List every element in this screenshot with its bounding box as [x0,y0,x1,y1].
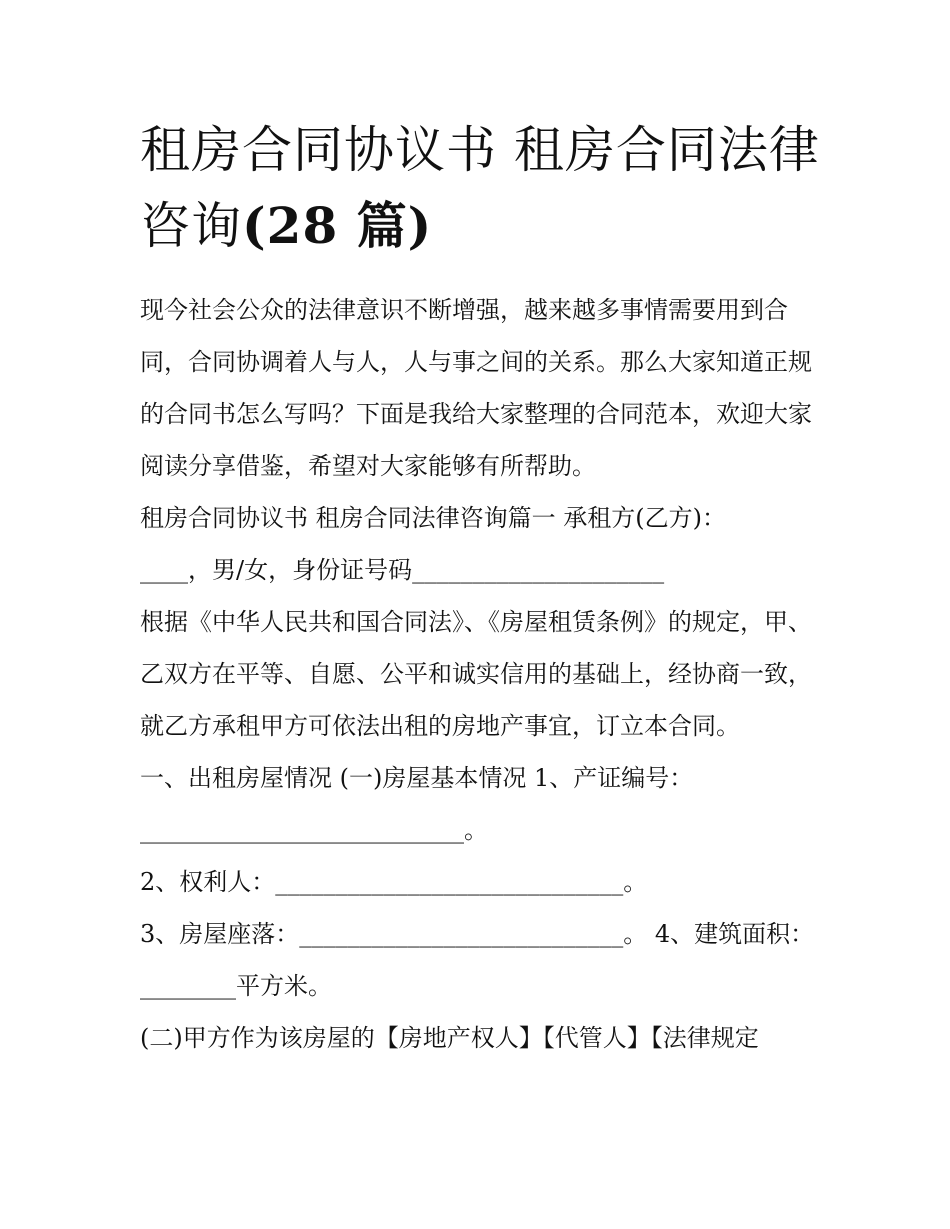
title-line-2-prefix: 咨询 [140,197,242,255]
title-line-1: 租房合同协议书 租房合同法律 [140,121,820,179]
title-line-2-count: (28 篇) [242,196,433,255]
intro-paragraph: 现今社会公众的法律意识不断增强，越来越多事情需要用到合同，合同协调着人与人，人与事之间的关系。那么大家知道正规的合同书怎么写吗？下面是我给大家整理的合同范本，欢迎大家阅读分享借鉴，希望对大家能够有所帮助。 [140,296,812,480]
location-area-line: 3、房屋座落：___________________________。 4、建筑面积：________平方米。 [140,920,815,1000]
certificate-number-blank: ___________________________。 [140,816,488,844]
document-title [140,112,820,264]
owner-line: 2、权利人：_____________________________。 [140,868,648,896]
lessee-id-line: ____，男/女，身份证号码_____________________ [140,556,665,584]
section-heading-lessee: 租房合同协议书 租房合同法律咨询篇一 承租方(乙方)： [140,504,726,532]
document-page [140,112,820,1064]
legal-basis-paragraph: 根据《中华人民共和国合同法》、《房屋租赁条例》的规定，甲、乙双方在平等、自愿、公平和诚实信用的基础上，经协商一致，就乙方承租甲方可依法出租的房地产事宜，订立本合同。 [140,608,812,740]
clause-1-heading: 一、出租房屋情况 (一)房屋基本情况 1、产证编号： [140,764,694,792]
clause-1-2-line: (二)甲方作为该房屋的【房地产权人】【代管人】【法律规定 [140,1024,759,1052]
